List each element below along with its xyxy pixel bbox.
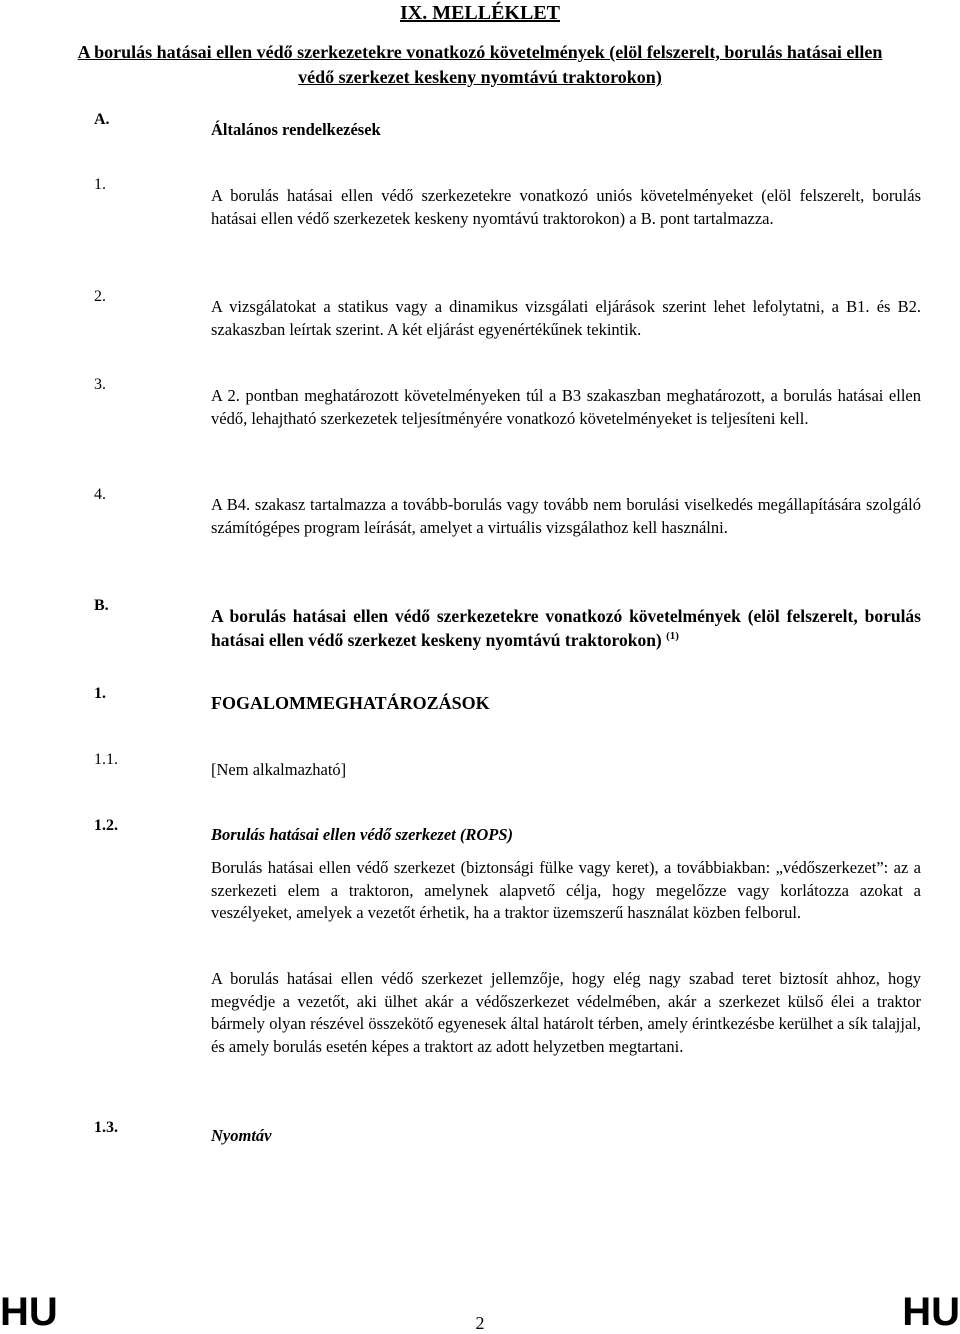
subsection-1-number: 1. <box>94 685 106 702</box>
page-number: 2 <box>475 1313 485 1333</box>
paragraph-1-text: A borulás hatásai ellen védő szerkezetekre vonatkozó uniós követelményeket (elöl felszerelt, borulás hatásai ellen védő szerkezetek keskeny nyomtávú traktorokon) a B. pont tartalmazza. <box>211 186 921 228</box>
paragraph-3-number: 3. <box>94 376 106 393</box>
annex-title: IX. MELLÉKLET <box>399 2 561 24</box>
footnote-mark: (1) <box>666 629 679 642</box>
paragraph-4-number: 4. <box>94 486 106 503</box>
paragraph-4-text: A B4. szakasz tartalmazza a tovább-borulás vagy tovább nem borulási viselkedés megállapítására szolgáló számítógépes program leírását, amelyet a virtuális vizsgálathoz kell használni. <box>211 495 921 537</box>
subsection-1-1-text: [Nem alkalmazható] <box>211 760 347 779</box>
paragraph-1-number: 1. <box>94 176 106 193</box>
section-a-title: Általános rendelkezések <box>211 120 381 139</box>
subsection-1-3-number: 1.3. <box>94 1119 118 1136</box>
subsection-1-1-number: 1.1. <box>94 751 118 768</box>
subsection-1-2-title: Borulás hatásai ellen védő szerkezet (ROPS) <box>211 825 514 844</box>
document-heading: A borulás hatásai ellen védő szerkezetekre vonatkozó követelmények (elöl felszerelt, borulás hatásai ellen védő szerkezet keskeny nyomtávú traktorokon) <box>77 42 883 87</box>
footer-language-code-left: HU <box>0 1290 58 1334</box>
subsection-1-title: FOGALOMMEGHATÁROZÁSOK <box>211 693 490 713</box>
section-a-label: A. <box>94 111 110 128</box>
paragraph-2-number: 2. <box>94 288 106 305</box>
subsection-1-2-number: 1.2. <box>94 817 118 834</box>
section-b-title-text: A borulás hatásai ellen védő szerkezetekre vonatkozó követelmények (elöl felszerelt, borulás hatásai ellen védő szerkezet keskeny nyomtávú traktorokon) <box>211 606 921 650</box>
subsection-1-3-title: Nyomtáv <box>211 1126 272 1145</box>
section-b-label: B. <box>94 597 109 614</box>
subsection-1-2-paragraph-1: Borulás hatásai ellen védő szerkezet (biztonsági fülke vagy keret), a továbbiakban: „védőszerkezet”: az a szerkezeti elem a traktoron, amelynek alapvető célja, hogy megelőzze vagy korlátozza azokat a veszélyeket, amelyek a vezetőt érhetik, ha a traktor üzemszerű használat közben felborul. <box>211 858 921 922</box>
subsection-1-2-paragraph-2: A borulás hatásai ellen védő szerkezet jellemzője, hogy elég nagy szabad teret biztosít ahhoz, hogy megvédje a vezetőt, aki ülhet akár a védőszerkezet védelmében, akár a szerkezet külső élei a traktor bármely olyan részével összekötő egyenesek által határolt térben, amely érintkezésbe kerülhet a sík talajjal, és amely borulás esetén képes a traktort az adott helyzetben megtartani. <box>211 969 921 1056</box>
footer-language-code-right: HU <box>902 1290 960 1334</box>
section-b-title <box>211 605 921 652</box>
paragraph-2-text: A vizsgálatokat a statikus vagy a dinamikus vizsgálati eljárások szerint lehet lefolytatni, a B1. és B2. szakaszban leírtak szerint. A két eljárást egyenértékűnek tekintik. <box>211 297 921 339</box>
paragraph-3-text: A 2. pontban meghatározott követelményeken túl a B3 szakaszban meghatározott, a borulás hatásai ellen védő, lehajtható szerkezetek teljesítményére vonatkozó követelményeket is teljesíteni kell. <box>211 386 921 428</box>
